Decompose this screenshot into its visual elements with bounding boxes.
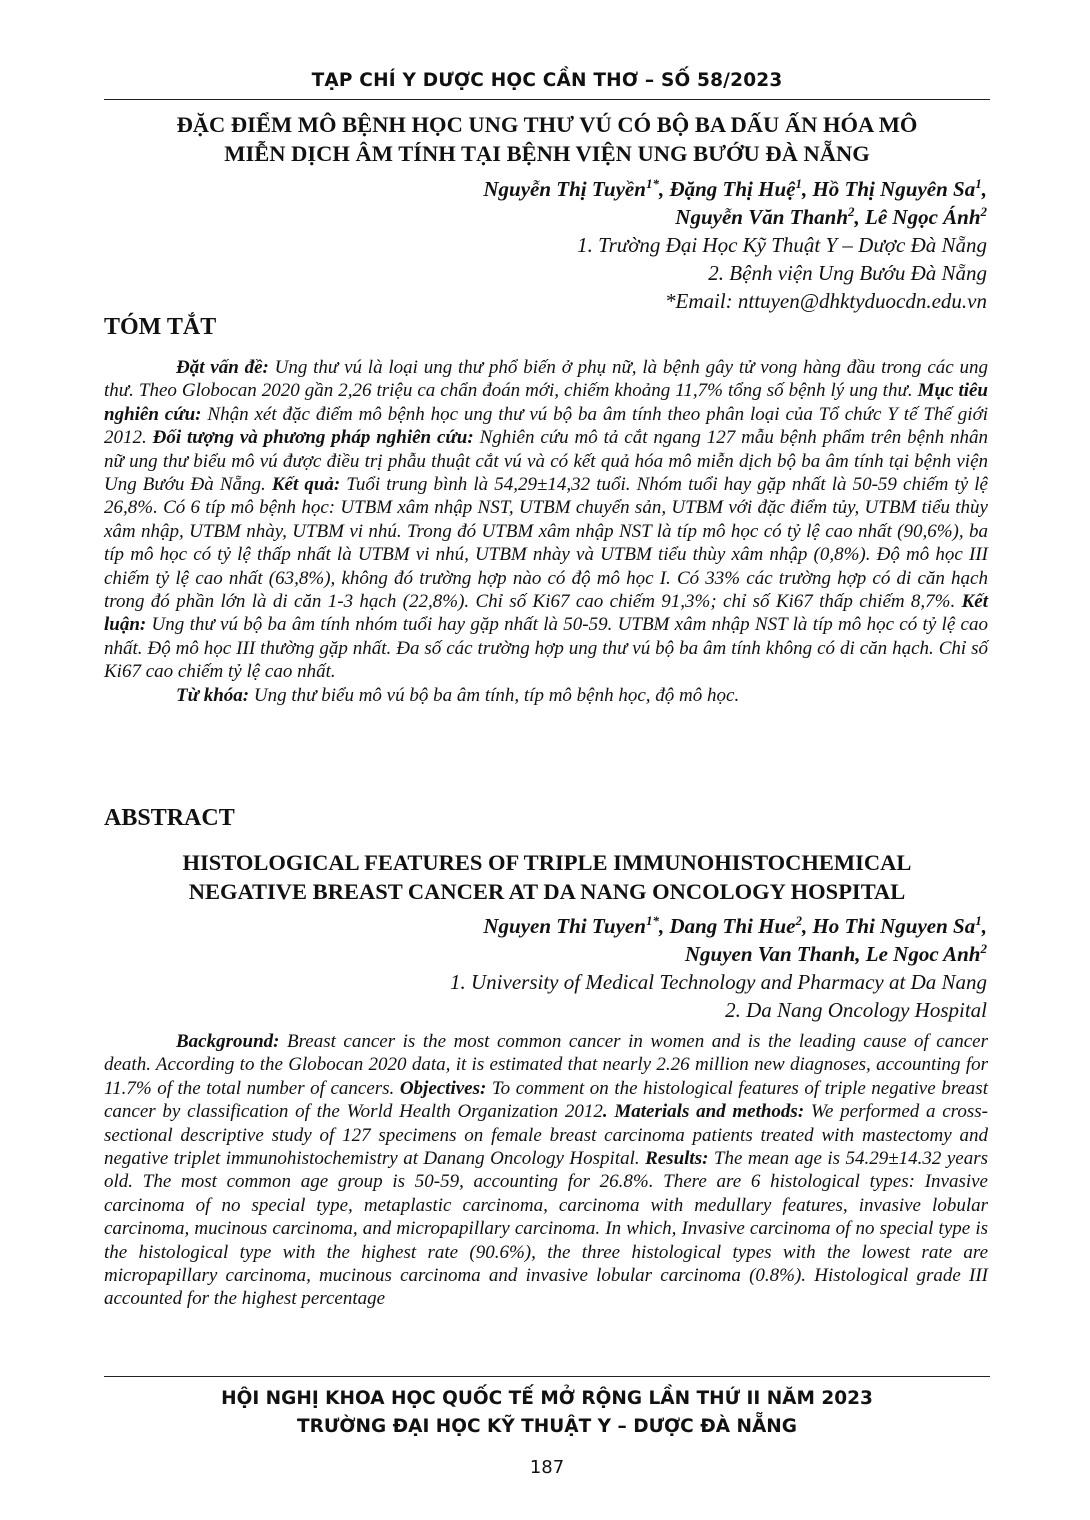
vn-title-line-1: ĐẶC ĐIỂM MÔ BỆNH HỌC UNG THƯ VÚ CÓ BỘ BA DẤU ẤN HÓA MÔ [176, 112, 918, 137]
vn-keywords-text: Ung thư biểu mô vú bộ ba âm tính, típ mô bệnh học, độ mô học. [249, 684, 740, 706]
en-title [104, 848, 990, 906]
vn-affiliations [227, 231, 987, 315]
vn-results-text: Tuổi trung bình là 54,29±14,32 tuổi. Nhóm tuổi hay gặp nhất là 50-59 chiếm tỷ lệ 26,8%. Có 6 típ mô bệnh học: UTBM xâm nhập NST, UTBM chuyển sản, UTBM với đặc điểm tủy, UTBM tiểu thùy xâm nhập, UTBM nhày, UTBM vi nhú. Trong đó UTBM xâm nhập NST là típ mô học có tỷ lệ cao nhất (90,6%), ba típ mô học có tỷ lệ thấp nhất là UTBM vi nhú, UTBM nhày và UTBM tiểu thùy xâm nhập (0,8%). Độ mô học III chiếm tỷ lệ cao nhất (63,8%), không đó trường hợp nào có độ mô học I. Có 33% các trường hợp có di căn hạch trong đó phần lớn là di căn 1-3 hạch (22,8%). Chỉ số Ki67 cao chiếm 91,3%; chỉ số Ki67 thấp chiếm 8,7%. [104, 474, 988, 613]
vn-abstract-paragraph [104, 356, 988, 684]
author-sep: , [981, 914, 987, 938]
vn-background-text: Ung thư vú là loại ung thư phổ biến ở phụ nữ, là bệnh gây tử vong hàng đầu trong các ung thư. Theo Globocan 2020 gần 2,26 triệu ca chẩn đoán mới, chiếm khoảng 11,7% tổng số bệnh lý ung thư. [104, 357, 988, 402]
author-name: Ho Thi Nguyen Sa [812, 914, 976, 938]
conference-footer [104, 1385, 990, 1441]
author-name: Nguyen Van Thanh, Le Ngoc Anh [684, 942, 981, 966]
author-sep: , [981, 177, 987, 201]
author-sup: 2 [795, 913, 802, 928]
en-title-line-2: NEGATIVE BREAST CANCER AT DA NANG ONCOLOGY HOSPITAL [188, 879, 906, 904]
vn-authors-line-2 [227, 203, 987, 231]
vn-objectives-label: Mục tiêu nghiên cứu: [104, 380, 988, 425]
author-sep: , [801, 914, 813, 938]
journal-header: TẠP CHÍ Y DƯỢC HỌC CẦN THƠ – SỐ 58/2023 [311, 70, 783, 91]
author-sup: 1 [795, 176, 802, 191]
en-objectives-label: Objectives: [399, 1077, 487, 1099]
en-affiliations [227, 968, 987, 1024]
en-methods-label: . Materials and methods: [602, 1101, 805, 1123]
en-objectives-text: To comment on the histological features of triple negative breast cancer by classification of the World Health Organization 2012 [104, 1077, 988, 1123]
vn-methods-label: Đối tượng và phương pháp nghiên cứu: [152, 427, 474, 449]
author-sup: 2 [848, 204, 855, 219]
en-results-label: Results: [645, 1148, 709, 1170]
footer-rule [104, 1376, 990, 1377]
page-number: 187 [529, 1457, 565, 1478]
vn-keywords-label: Từ khóa: [176, 684, 250, 706]
en-background-text: Breast cancer is the most common cancer in women and is the leading cause of cancer death. According to the Globocan 2020 data, it is estimated that nearly 2.26 million new diagnoses, accounting for 11.7% of the total number of cancers. [104, 1031, 988, 1099]
author-sep: , [658, 914, 670, 938]
abstract-heading: ABSTRACT [104, 805, 235, 831]
en-methods-text: We performed a cross-sectional descriptive study of 127 specimens on female breast carcinoma patients treated with mastectomy and negative triplet immunohistochemistry at Danang Oncology Hospital. [104, 1101, 988, 1170]
author-sep: , [854, 205, 865, 229]
summary-heading: TÓM TẮT [104, 314, 217, 340]
vn-conclusion-label: Kết luận: [104, 591, 988, 636]
vn-methods-text: Nghiên cứu mô tả cắt ngang 127 mẫu bệnh phẩm trên bệnh nhân nữ ung thư biểu mô vú được điều trị phẫu thuật cắt vú và có kết quả hóa mô miễn dịch bộ ba âm tính tại bệnh viện Ung Bướu Đà Nẵng. [104, 427, 988, 496]
en-abstract-body [104, 1030, 988, 1311]
conference-line-2: TRƯỜNG ĐẠI HỌC KỸ THUẬT Y – DƯỢC ĐÀ NẴNG [297, 1416, 797, 1437]
en-affiliation-1: 1. University of Medical Technology and Pharmacy at Da Nang [450, 970, 987, 994]
author-name: Hồ Thị Nguyên Sa [812, 177, 976, 201]
en-authors [227, 912, 987, 968]
en-results-text: The mean age is 54.29±14.32 years old. The most common age group is 50-59, accounting for 26.8%. There are 6 histological types: Invasive carcinoma of no special type, metaplastic carcinoma, carcinoma with medullary features, invasive lobular carcinoma, mucinous carcinoma, and micropapillary carcinoma. In which, Invasive carcinoma of no special type is the histological type with the highest rate (90.6%), the three histological types with the lowest rate are micropapillary carcinoma, mucinous carcinoma and invasive lobular carcinoma (0.8%). Histological grade III accounted for the highest percentage [104, 1148, 988, 1310]
vn-conclusion-text: Ung thư vú bộ ba âm tính nhóm tuổi hay gặp nhất là 50-59. UTBM xâm nhập NST là típ mô học có tỷ lệ cao nhất. Độ mô học III thường gặp nhất. Đa số các trường hợp ung thư vú bộ ba âm tính không có di căn hạch. Chỉ số Ki67 cao chiếm tỷ lệ cao nhất. [104, 614, 988, 683]
vn-results-label: Kết quả: [271, 474, 341, 496]
author-sup: 1 [975, 913, 982, 928]
vn-keywords [104, 684, 988, 707]
author-sup: 2 [980, 941, 987, 956]
en-title-line-1: HISTOLOGICAL FEATURES OF TRIPLE IMMUNOHISTOCHEMICAL [182, 850, 912, 875]
author-name: Lê Ngọc Ánh [865, 205, 981, 229]
author-sep: , [658, 177, 670, 201]
author-sup: 1* [645, 176, 659, 191]
author-name: Nguyen Thi Tuyen [483, 914, 646, 938]
vn-affiliation-2: 2. Bệnh viện Ung Bướu Đà Nẵng [708, 261, 987, 285]
author-sup: 2 [980, 204, 987, 219]
vn-title [104, 110, 990, 168]
vn-background-label: Đặt vấn đề: [176, 357, 269, 378]
author-name: Nguyễn Văn Thanh [675, 205, 848, 229]
vn-authors [227, 175, 987, 231]
author-name: Nguyễn Thị Tuyền [483, 177, 646, 201]
en-authors-line-2 [227, 940, 987, 968]
conference-line-1: HỘI NGHỊ KHOA HỌC QUỐC TẾ MỞ RỘNG LẦN THỨ II NĂM 2023 [221, 1388, 873, 1409]
author-sup: 1 [975, 176, 982, 191]
vn-authors-line-1 [227, 175, 987, 203]
author-name: Dang Thi Hue [669, 914, 796, 938]
vn-abstract-body [104, 356, 988, 707]
vn-objectives-text: Nhận xét đặc điểm mô bệnh học ung thư vú bộ ba âm tính theo phân loại của Tổ chức Y tế Thế giới 2012. [104, 403, 988, 449]
en-authors-line-1 [227, 912, 987, 940]
vn-email: *Email: nttuyen@dhktyduocdn.edu.vn [665, 289, 987, 313]
vn-affiliation-1: 1. Trường Đại Học Kỹ Thuật Y – Dược Đà Nẵng [577, 233, 987, 257]
en-abstract-paragraph [104, 1030, 988, 1311]
vn-title-line-2: MIỄN DỊCH ÂM TÍNH TẠI BỆNH VIỆN UNG BƯỚU ĐÀ NẴNG [224, 141, 870, 166]
author-sup: 1* [645, 913, 659, 928]
author-sep: , [801, 177, 813, 201]
header-rule [104, 99, 990, 100]
author-name: Đặng Thị Huệ [669, 177, 796, 201]
en-affiliation-2: 2. Da Nang Oncology Hospital [725, 998, 987, 1022]
en-background-label: Background: [176, 1031, 280, 1052]
